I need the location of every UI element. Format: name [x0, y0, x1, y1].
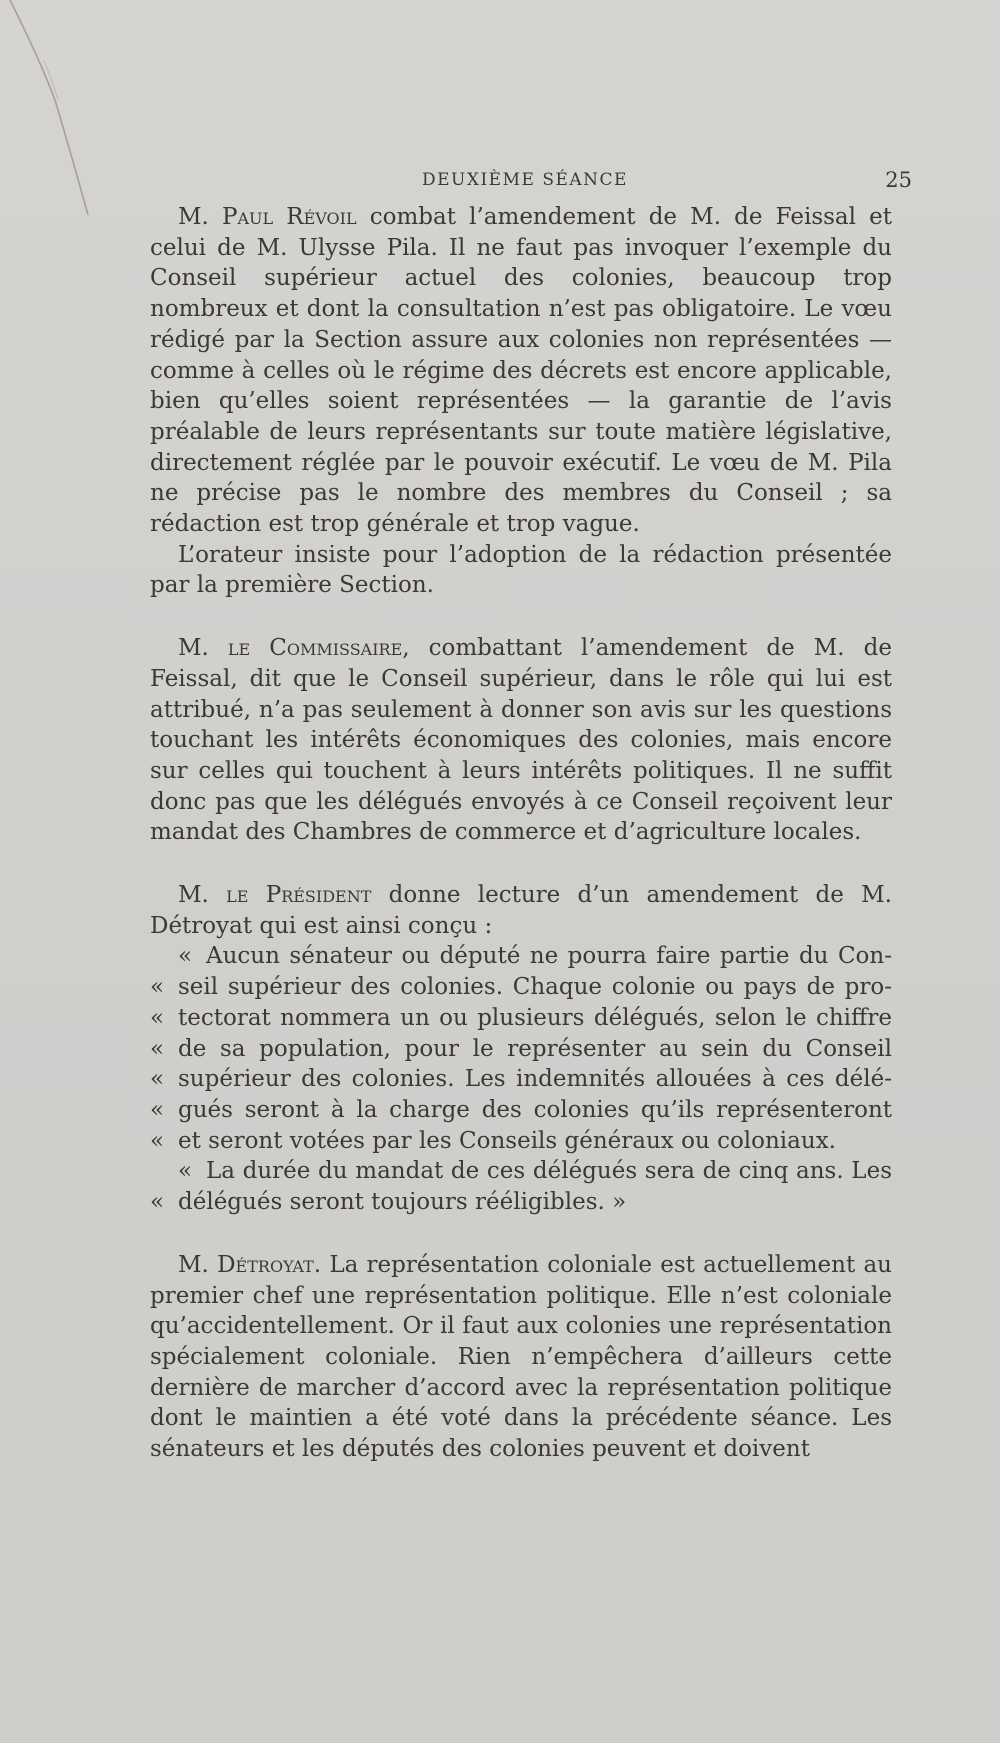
- quote-line: [150, 941, 892, 972]
- quote-mark: «: [150, 1096, 165, 1123]
- paragraph-commissaire: [150, 633, 892, 848]
- paragraph-text: L’orateur insiste pour l’adoption de la rédaction présentée par la première Section.: [150, 541, 892, 599]
- paragraph-president: [150, 880, 892, 941]
- quote-mark: «: [150, 1189, 165, 1216]
- quote-line: [150, 1095, 892, 1126]
- quote-mark: «: [178, 943, 193, 970]
- speaker-name: M. Paul Révoil: [178, 204, 357, 230]
- paragraph-text: , combattant l’amendement de M. de Feissal, dit que le Conseil supérieur, dans le rôle qui lui est attribué, n’a pas seulement à donner son avis sur les questions touchant les intérêts économiques des colonies, mais encore sur celles qui touchent à leurs intérêts politiques. Il ne suffit donc pas que les délégués envoyés à ce Conseil reçoivent leur mandat des Chambres de commerce et d’agriculture locales.: [150, 635, 892, 846]
- quote-mark: «: [150, 974, 165, 1001]
- quote-line: [150, 1187, 892, 1218]
- quote-text: gués seront à la charge des colonies qu’ils représenteront: [178, 1096, 892, 1123]
- speaker-name: M. Détroyat: [178, 1251, 314, 1278]
- body-text: [150, 202, 892, 1465]
- paragraph-gap: [150, 601, 892, 633]
- paragraph-gap: [150, 848, 892, 880]
- quote-text: tectorat nommera un ou plusieurs délégués, selon le chiffre: [178, 1004, 892, 1031]
- quote-mark: «: [150, 1127, 165, 1154]
- quote-mark: «: [178, 1158, 193, 1185]
- quote-mark: «: [150, 1035, 165, 1062]
- page-number: 25: [885, 168, 912, 192]
- quote-text: supérieur des colonies. Les indemnités allouées à ces délé-: [178, 1066, 892, 1093]
- speaker-name: M. le Président: [178, 882, 372, 909]
- paragraph-text: combat l’amendement de M. de Feissal et celui de M. Ulysse Pila. Il ne faut pas invoquer l’exemple du Conseil supérieur actuel des colonies, beaucoup trop nombreux et dont la consultation n’est pas obligatoire. Le vœu rédigé par la Section assure aux colonies non représentées — comme à celles où le régime des décrets est encore applicable, bien qu’elles soient représentées — la garantie de l’avis préalable de leurs représentants sur toute matière législative, directement réglée par le pouvoir exécutif. Le vœu de M. Pila ne précise pas le nombre des membres du Conseil ; sa rédaction est trop générale et trop vague.: [150, 204, 892, 538]
- quote-text: Aucun sénateur ou député ne pourra faire partie du Con-: [206, 943, 892, 970]
- paragraph-text: donne lecture d’un amendement de M. Détroyat qui est ainsi conçu :: [150, 882, 892, 939]
- quote-text: seil supérieur des colonies. Chaque colonie ou pays de pro-: [178, 974, 892, 1001]
- amendment-quote: [150, 941, 892, 1217]
- paragraph-detroyat: [150, 1250, 892, 1465]
- quote-mark: «: [150, 1004, 165, 1031]
- quote-text: La durée du mandat de ces délégués sera de cinq ans. Les: [206, 1158, 892, 1185]
- page-crease-mark: [0, 0, 110, 230]
- paragraph-text: . La représentation coloniale est actuellement au premier chef une représentation politique. Elle n’est coloniale qu’accidentellement. Or il faut aux colonies une représentation spécialement coloniale. Rien n’empêchera d’ailleurs cette dernière de marcher d’accord avec la représentation politique dont le maintien a été voté dans la précédente séance. Les sénateurs et les députés des colonies peuvent et doivent: [150, 1251, 892, 1463]
- quote-line: [150, 1156, 892, 1187]
- paragraph-gap: [150, 1218, 892, 1250]
- quote-text: et seront votées par les Conseils généraux ou coloniaux.: [178, 1127, 836, 1154]
- running-head: [150, 166, 912, 196]
- quote-line: [150, 1003, 892, 1034]
- running-title: DEUXIÈME SÉANCE: [422, 170, 628, 190]
- quote-line: [150, 1126, 892, 1157]
- quote-line: [150, 1064, 892, 1095]
- quote-line: [150, 1034, 892, 1065]
- quote-mark: «: [150, 1066, 165, 1093]
- paragraph-orateur: [150, 540, 892, 601]
- speaker-name: M. le Commissaire: [178, 635, 403, 662]
- quote-text: délégués seront toujours rééligibles. »: [178, 1189, 627, 1216]
- paragraph-revoil: [150, 202, 892, 540]
- quote-line: [150, 972, 892, 1003]
- quote-text: de sa population, pour le représenter au sein du Conseil: [178, 1035, 892, 1062]
